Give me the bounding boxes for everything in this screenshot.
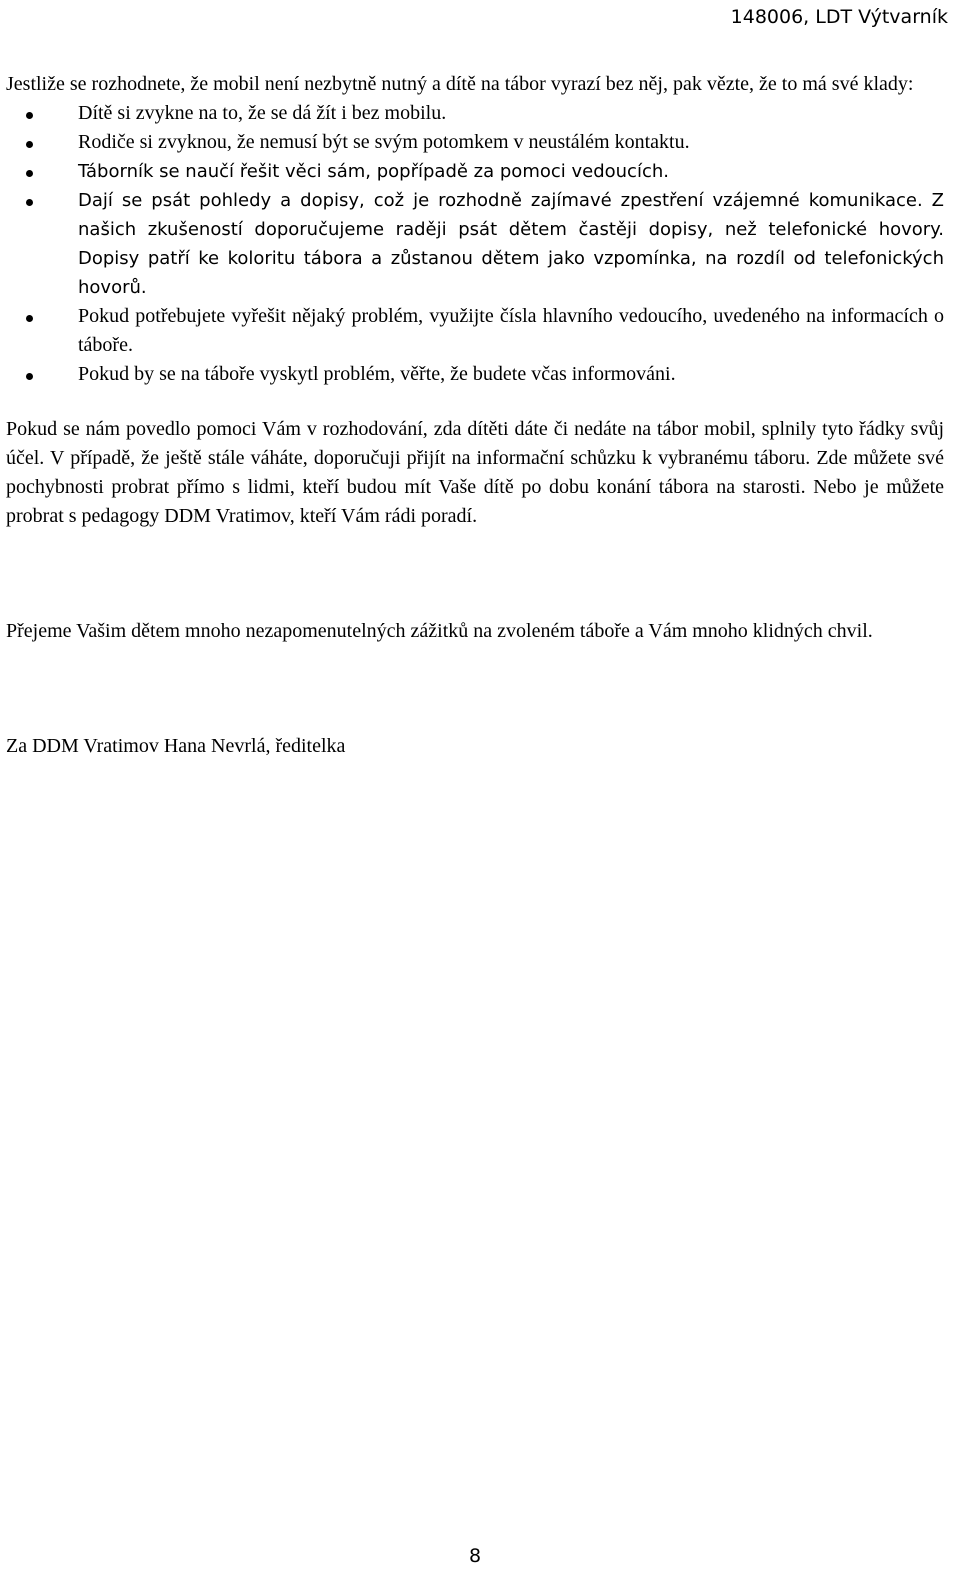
- list-item-text: Pokud potřebujete vyřešit nějaký problém, využijte čísla hlavního vedoucího, uvedeného na informacích o táboře.: [78, 305, 944, 356]
- wishes-paragraph: Přejeme Vašim dětem mnoho nezapomenutelných zážitků na zvoleném táboře a Vám mnoho klidných chvil.: [6, 620, 873, 642]
- list-item-text: Táborník se naučí řešit věci sám, popřípadě za pomoci vedoucích.: [78, 161, 669, 182]
- bullet-icon: [26, 141, 33, 148]
- list-item: [6, 302, 944, 360]
- list-item: [6, 157, 944, 186]
- list-item-text: Dají se psát pohledy a dopisy, což je rozhodně zajímavé zpestření vzájemné komunikace. Z našich zkušeností doporučujeme raději psát dětem častěji dopisy, než telefonické hovory. Dopisy patří ke koloritu tábora a zůstanou dětem jako vzpomínka, na rozdíl od telefonických hovorů.: [78, 190, 944, 298]
- bullet-icon: [26, 315, 33, 322]
- spacer: [6, 646, 944, 732]
- bullet-icon: [26, 170, 33, 177]
- document-body: [6, 70, 944, 761]
- list-item: [6, 128, 944, 157]
- advantages-list: [6, 99, 944, 389]
- list-item: [6, 99, 944, 128]
- bullet-icon: [26, 112, 33, 119]
- spacer: [6, 531, 944, 617]
- bullet-icon: [26, 199, 33, 206]
- list-item: [6, 360, 944, 389]
- spacer: [6, 389, 944, 415]
- list-item: [6, 186, 944, 302]
- list-item-text: Dítě si zvykne na to, že se dá žít i bez mobilu.: [78, 102, 447, 124]
- page-header: 148006, LDT Výtvarník: [730, 6, 948, 28]
- page-number: 8: [468, 1545, 482, 1567]
- signature: Za DDM Vratimov Hana Nevrlá, ředitelka: [6, 735, 346, 757]
- closing-paragraph: Pokud se nám povedlo pomoci Vám v rozhodování, zda dítěti dáte či nedáte na tábor mobil, splnily tyto řádky svůj účel. V případě, že ještě stále váháte, doporučuji přijít na informační schůzku k vybranému táboru. Zde můžete své pochybnosti probrat přímo s lidmi, kteří budou mít Vaše dítě po dobu konání tábora na starosti. Nebo je můžete probrat s pedagogy DDM Vratimov, kteří Vám rádi poradí.: [6, 418, 944, 527]
- intro-paragraph: Jestliže se rozhodnete, že mobil není nezbytně nutný a dítě na tábor vyrazí bez něj, pak vězte, že to má své klady:: [6, 73, 914, 95]
- list-item-text: Pokud by se na táboře vyskytl problém, věřte, že budete včas informováni.: [78, 363, 676, 385]
- list-item-text: Rodiče si zvyknou, že nemusí být se svým potomkem v neustálém kontaktu.: [78, 131, 690, 153]
- bullet-icon: [26, 373, 33, 380]
